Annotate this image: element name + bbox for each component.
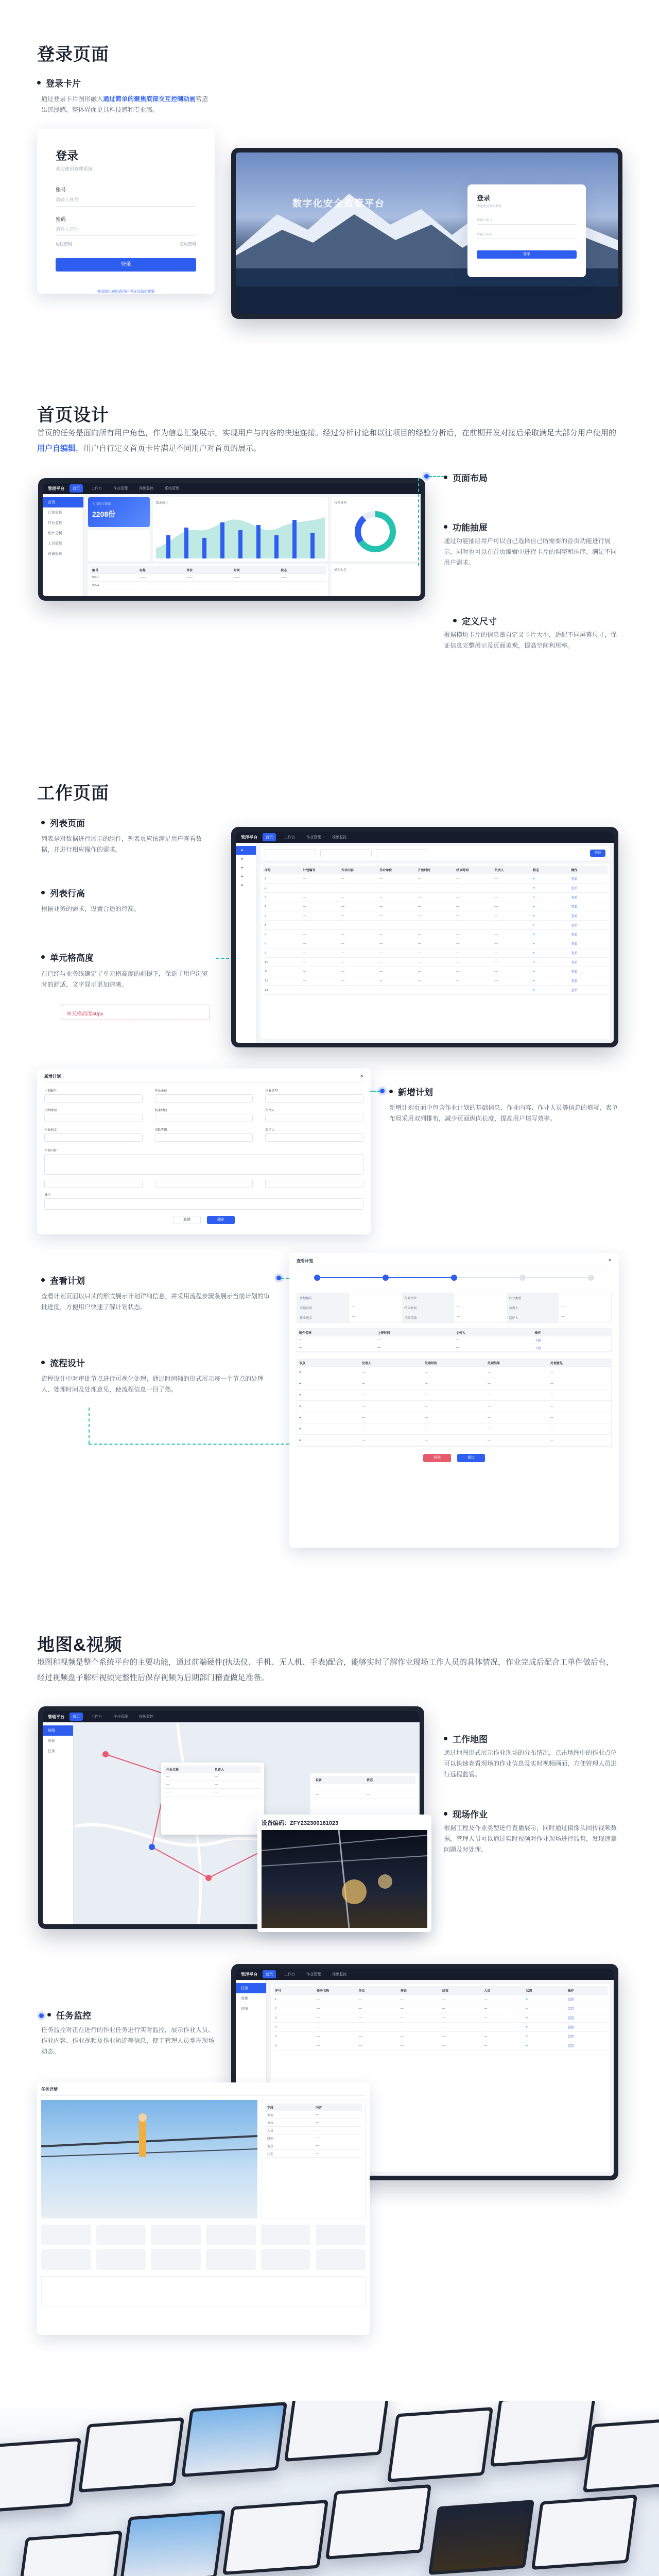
chart-panel: 数据统计 xyxy=(153,497,328,561)
task-monitor-mock: 管理平台 首页 工作台 作业管理 视频监控 任务 视频 地图 序号 任务名称 单位 开始 结束 人员 状态 操作 1 — — — — — ● 监控 2 — — — — — ● 监控 3 — — — — — ● 监控 4 — — — — — ● 监控 5 — — — — — ● 监控 6 — — — — — ● 监控 xyxy=(231,1964,618,2180)
map-section-title: 地图&视频 xyxy=(37,1635,123,1655)
desktop-account-input[interactable]: 请输入账号 xyxy=(477,215,577,225)
view-plan-dialog-title: 查看计划 xyxy=(297,1259,313,1263)
live-work-desc: 根据工程及作业类型进行直播展示，同时通过摄像头回传视频数据，管理人员可以通过实时视频对作业现场进行监督，发现违章问题及时处理。 xyxy=(444,1824,617,1853)
work-map-desc: 通过地图形式展示作业现场的分布情况，点击地图中的作业点位可以快速查看现场的作业信息及实时视频画面，方便管理人员进行远程监管。 xyxy=(444,1749,617,1778)
cell-height-subtitle: 单元格高度 xyxy=(41,951,94,963)
banner-text: 数字化安全监管平台 xyxy=(292,198,385,209)
label-custom-size: 定义尺寸 xyxy=(453,614,497,627)
work-map-subtitle: 工作地图 xyxy=(444,1732,488,1745)
login-card-desc: 通过登录卡片图形融入通过简单的聚焦底部交互控制动画营造出沉浸感，整体界面更具科技感和专业感。 xyxy=(41,95,209,113)
password-input[interactable]: 请输入密码 xyxy=(56,223,196,236)
add-plan-dialog-title: 新增计划 xyxy=(44,1074,61,1079)
approve-button[interactable]: 通过 xyxy=(457,1454,485,1462)
cancel-button[interactable]: 取消 xyxy=(173,1216,201,1224)
work-list-mock: 管理平台 首页 工作台 作业管理 视频监控 ● ● ● ● ● 查询 序号 计划编号 作业内容 作业单位 开始时间 结束时间 负责人 状态 操作 1 — — — — — — ● 查看 2 — — — — — — ● 查看 3 — — — — — — ● 查看 4 — — — — — — ● 查看 5 — — — — — — ● 查看 6 — — — — — — ● 查看 7 — — — — — — ● 查看 8 — — — — — — ● 查看 9 — — — — — — ● 查看 10 — — — — — — ● 查看 11 — — — — — — ● 查看 12 — — — — — — ● 查看 13 — — — — — — ● 查看 xyxy=(231,827,618,1047)
video-device-id: ZFY232300161023 xyxy=(290,1820,339,1826)
desktop-login-title: 登录 xyxy=(477,194,491,202)
login-card-mock xyxy=(37,129,215,294)
map-section-desc: 地图和视频是整个系统平台的主要功能，通过前端硬件(执法仪、手机、无人机、手表)配合，能够实时了解作业现场工作人员的具体情况，作业完成后配合工单件做后台，经过视频盘子解析视频完整性后保存视频为后期部门稽查做足准备。 xyxy=(37,1658,614,1682)
home-section-title: 首页设计 xyxy=(37,405,109,425)
remember-checkbox[interactable]: 记住密码 xyxy=(56,242,72,246)
live-video-frame[interactable] xyxy=(262,1830,427,1928)
device-collage xyxy=(0,2401,659,2576)
password-label: 密码 xyxy=(56,217,66,223)
agreement-link[interactable]: 登录即代表同意用户协议及隐私政策 xyxy=(97,290,155,294)
login-desktop-mock xyxy=(231,148,622,319)
stat-card: 今日统计数据 2208份 xyxy=(88,497,150,527)
view-plan-desc: 查看计划页面以只读的形式展示计划详细信息，并采用流程步骤条展示当前计划的审批进度，方便用户快速了解计划状态。 xyxy=(41,1293,270,1311)
add-plan-dialog: 新增计划 ✕ 计划编号 作业单位 作业类型 开始时间 结束时间 负责人 作业地点 风险等级 监护人 作业内容 备注 取消 确定 xyxy=(37,1069,371,1234)
custom-size-desc: 根据模块卡片的信息量自定义卡片大小，适配不同屏幕尺寸，保证信息完整展示及页面美观，提高空间利用率。 xyxy=(444,631,617,649)
live-work-subtitle: 现场作业 xyxy=(444,1807,488,1820)
close-icon[interactable]: ✕ xyxy=(360,1074,363,1078)
task-detail-title: 任务详情 xyxy=(41,2087,366,2096)
home-section-desc: 首页的任务是面向所有用户角色，作为信息汇聚展示，实现用户与内容的快速连接。经过分析讨论和以往项目的经验分析后，在前期开发对接后采取满足大部分用户使用的用户自编辑，用户自行定义首页卡片满足不同用户对首页的展示。 xyxy=(37,429,617,453)
label-page-layout: 页面布局 xyxy=(444,471,488,484)
home-dashboard-mock: 管理平台 首页 工作台 作业管理 视频监控 系统管理 首页 计划管理 作业监控 统计分析 人员管理 设备管理 今日统计数据 2208份 数据统计 待办事项 编号 名称 单位 时间 状态 0001 —— —— —— —— 0002 —— —— —— —— 通知公告 xyxy=(38,478,425,601)
list-table: 序号 计划编号 作业内容 作业单位 开始时间 结束时间 负责人 状态 操作 1 — — — — — — ● 查看 2 — — — — — — ● 查看 3 — — — — — — ● 查看 4 — — — — — — ● 查看 5 — — — — — — ● 查看 6 — — — — — — ● 查看 7 — — — — — — ● 查看 8 — — — — — — ● 查看 9 — — — — — — ● 查看 10 — — — — — — ● 查看 11 — — — — — — ● 查看 12 — — — — — — ● 查看 13 — — — — — — ● 查看 xyxy=(261,863,610,1039)
approval-steps xyxy=(297,1270,612,1286)
cell-height-desc: 在已经与业务线确定了单元格高度的前提下，保证了用户浏览时的舒适，文字显示更加清晰。 xyxy=(41,970,209,988)
login-form-title: 登录 xyxy=(56,149,79,162)
cell-height-tag: 单元格高度40px xyxy=(61,1005,210,1020)
login-section-title: 登录页面 xyxy=(37,45,109,64)
row-height-desc: 根据业务的需求，设置合适的行高。 xyxy=(41,905,141,912)
list-page-desc: 列表是对数据进行展示的组件，列表页应该满足用户查看数据，并进行相应操作的需求。 xyxy=(41,835,202,853)
task-monitor-desc: 任务监控对正在进行的作业任务进行实时监控，展示作业人员、作业内容、作业视频及作业轨迹等信息，便于管理人员掌握现场动态。 xyxy=(41,2026,215,2055)
add-plan-desc: 新增计划页面中包含作业计划的基础信息、作业内容、作业人员等信息的填写，表单布局采用双列排布，减少页面纵向长度，提高用户填写效率。 xyxy=(389,1104,618,1122)
live-video-popup: 设备编码：ZFY232300161023 xyxy=(257,1815,431,1932)
flow-timeline: 节点 处理人 处理时间 处理结果 处理意见 ● — — — — ● — — — — ● — — — — ● — — — — ● — — — — ● — — — — ● — — — — xyxy=(297,1359,612,1447)
login-form-subtitle: 欢迎使用管理系统 xyxy=(56,166,93,172)
login-card-subtitle: 登录卡片 xyxy=(37,76,81,89)
list-page-subtitle: 列表页面 xyxy=(41,816,85,829)
task-monitor-subtitle: 任务监控 xyxy=(47,2008,91,2021)
flow-design-subtitle: 流程设计 xyxy=(41,1356,85,1369)
forgot-link[interactable]: 忘记密码 xyxy=(180,242,196,246)
login-button[interactable]: 登录 xyxy=(56,258,196,272)
row-height-subtitle: 列表行高 xyxy=(41,886,85,899)
view-plan-subtitle: 查看计划 xyxy=(41,1274,85,1286)
add-plan-subtitle: 新增计划 xyxy=(389,1085,433,1098)
task-detail-dialog: 任务详情 字段 内容 名称 — 单位 — 人员 — 时间 — 地点 — 状态 — xyxy=(37,2082,370,2335)
function-drawer-desc: 通过功能抽屉用户可以自己选择自己所需要的首页功能进行展示，同时也可以在首页编辑中进行卡片的调整和排序，满足不同用户需求。 xyxy=(444,537,617,566)
close-icon[interactable]: ✕ xyxy=(608,1258,612,1263)
desktop-login-sub: 欢迎使用管理系统 xyxy=(477,205,502,208)
view-plan-dialog: 查看计划 ✕ 计划编号 — 作业单位 — 作业类型 — 开始时间 — 结束时间 — 负责人 — 作业地点 — 风险等级 — 监护人 — 附件名称 上传时间 上传人 操作 — — — 下载 — — — 下载 节点 处理人 处理时间 处理结果 处理意见 ● — — — — ● — — — — ● — — — — ● — — — — ● — — — — ● — — — — ● — — — — 驳回 通过 xyxy=(289,1253,619,1548)
confirm-button[interactable]: 确定 xyxy=(207,1216,235,1224)
account-label: 账号 xyxy=(56,188,66,193)
reject-button[interactable]: 驳回 xyxy=(423,1454,451,1462)
query-button[interactable]: 查询 xyxy=(590,850,605,857)
desktop-login-button[interactable]: 登录 xyxy=(477,250,577,259)
donut-panel: 待办事项 xyxy=(331,497,420,561)
task-video-frame[interactable] xyxy=(41,2100,257,2218)
flow-design-desc: 流程设计中对审批节点进行可视化处理，通过时间轴的形式展示每一个节点的处理人、处理时间及处理意见，使流程信息一目了然。 xyxy=(41,1375,264,1393)
work-section-title: 工作页面 xyxy=(37,784,109,803)
label-function-drawer: 功能抽屉 xyxy=(444,520,488,533)
desktop-password-input[interactable]: 请输入密码 xyxy=(477,230,577,239)
account-input[interactable]: 请输入账号 xyxy=(56,193,196,207)
work-map-mock: 管理平台 首页 工作台 作业管理 视频监控 地图 视频 任务 作业名称 负责人 — — — — — — 设备 状态 — — — — xyxy=(38,1706,424,1929)
